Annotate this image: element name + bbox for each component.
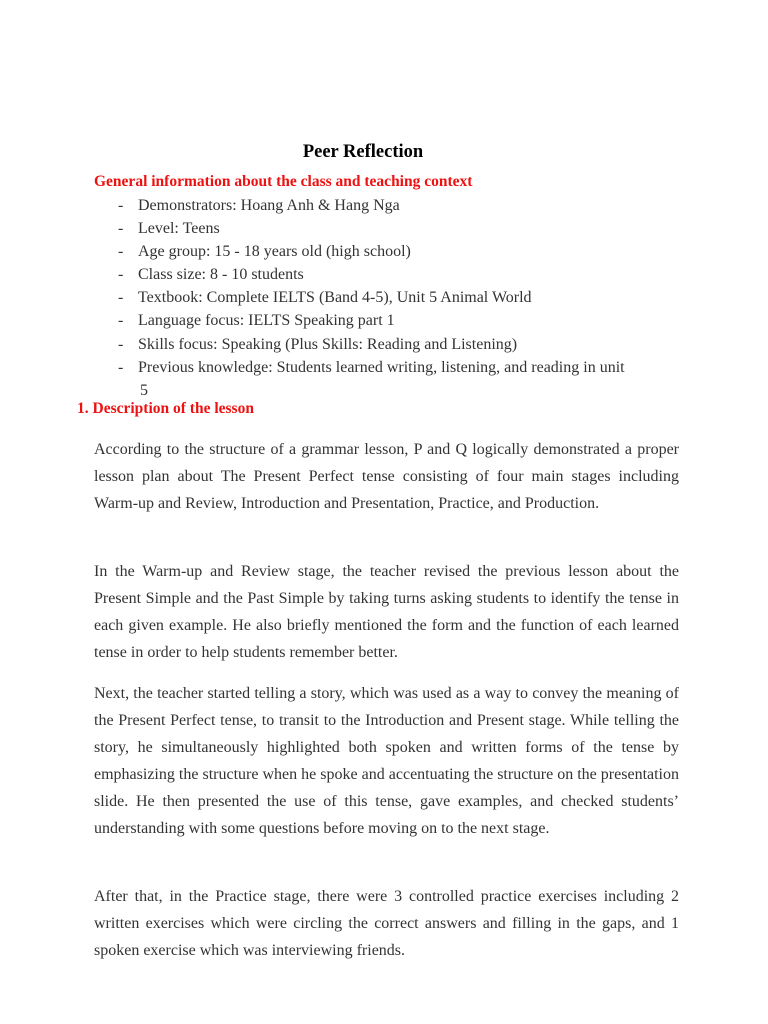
list-item <box>118 286 678 309</box>
bullet-dash: - <box>118 289 124 307</box>
bullet-dash: - <box>118 266 124 284</box>
list-item <box>118 356 678 379</box>
list-item-continuation: 5 <box>140 381 148 399</box>
list-item <box>118 217 678 240</box>
list-item <box>118 333 678 356</box>
list-item-text: Language focus: IELTS Speaking part 1 <box>138 312 395 330</box>
bullet-dash: - <box>118 243 124 261</box>
paragraph-practice: After that, in the Practice stage, there were 3 controlled practice exercises including 2 written exercises which were circling the correct answers and filling in the gaps, and 1 spoken exercise which was interviewing friends. <box>94 888 679 960</box>
list-item-text: Textbook: Complete IELTS (Band 4-5), Unit 5 Animal World <box>138 289 532 307</box>
bullet-dash: - <box>118 220 124 238</box>
paragraph-warm-up: In the Warm-up and Review stage, the teacher revised the previous lesson about the Present Simple and the Past Simple by taking turns asking students to identify the tense in each given example. He also briefly mentioned the form and the function of each learned tense in order to help students remember better. <box>94 563 679 662</box>
document-title: Peer Reflection <box>302 142 424 162</box>
list-item-text: Level: Teens <box>138 220 220 238</box>
bullet-dash: - <box>118 197 124 214</box>
description-heading: 1. Description of the lesson <box>77 400 254 417</box>
list-item-text: Age group: 15 - 18 years old (high school) <box>138 243 411 261</box>
list-item <box>118 309 678 332</box>
list-item-text: Demonstrators: Hoang Anh & Hang Nga <box>138 197 400 214</box>
list-item <box>118 263 678 286</box>
bullet-dash: - <box>118 335 124 353</box>
list-item-text: Class size: 8 - 10 students <box>138 266 304 284</box>
general-info-heading: General information about the class and teaching context <box>94 173 473 190</box>
list-item-text: Previous knowledge: Students learned writing, listening, and reading in unit <box>138 358 625 376</box>
list-item-text: Skills focus: Speaking (Plus Skills: Reading and Listening) <box>138 335 518 353</box>
paragraph-overview: According to the structure of a grammar lesson, P and Q logically demonstrated a proper lesson plan about The Present Perfect tense consisting of four main stages including Warm-up and Review, Introduction and Presentation, Practice, and Production. <box>94 441 679 513</box>
general-info-list <box>118 194 678 402</box>
list-item <box>118 194 678 217</box>
paragraph-presentation: Next, the teacher started telling a story, which was used as a way to convey the meaning of the Present Perfect tense, to transit to the Introduction and Present stage. While telling the story, he simultaneously highlighted both spoken and written forms of the tense by emphasizing the structure when he spoke and accentuating the structure on the presentation slide. He then presented the use of this tense, gave examples, and checked students’ understanding with some questions before moving on to the next stage. <box>94 685 679 838</box>
bullet-dash: - <box>118 358 124 376</box>
list-item <box>118 240 678 263</box>
bullet-dash: - <box>118 312 124 330</box>
